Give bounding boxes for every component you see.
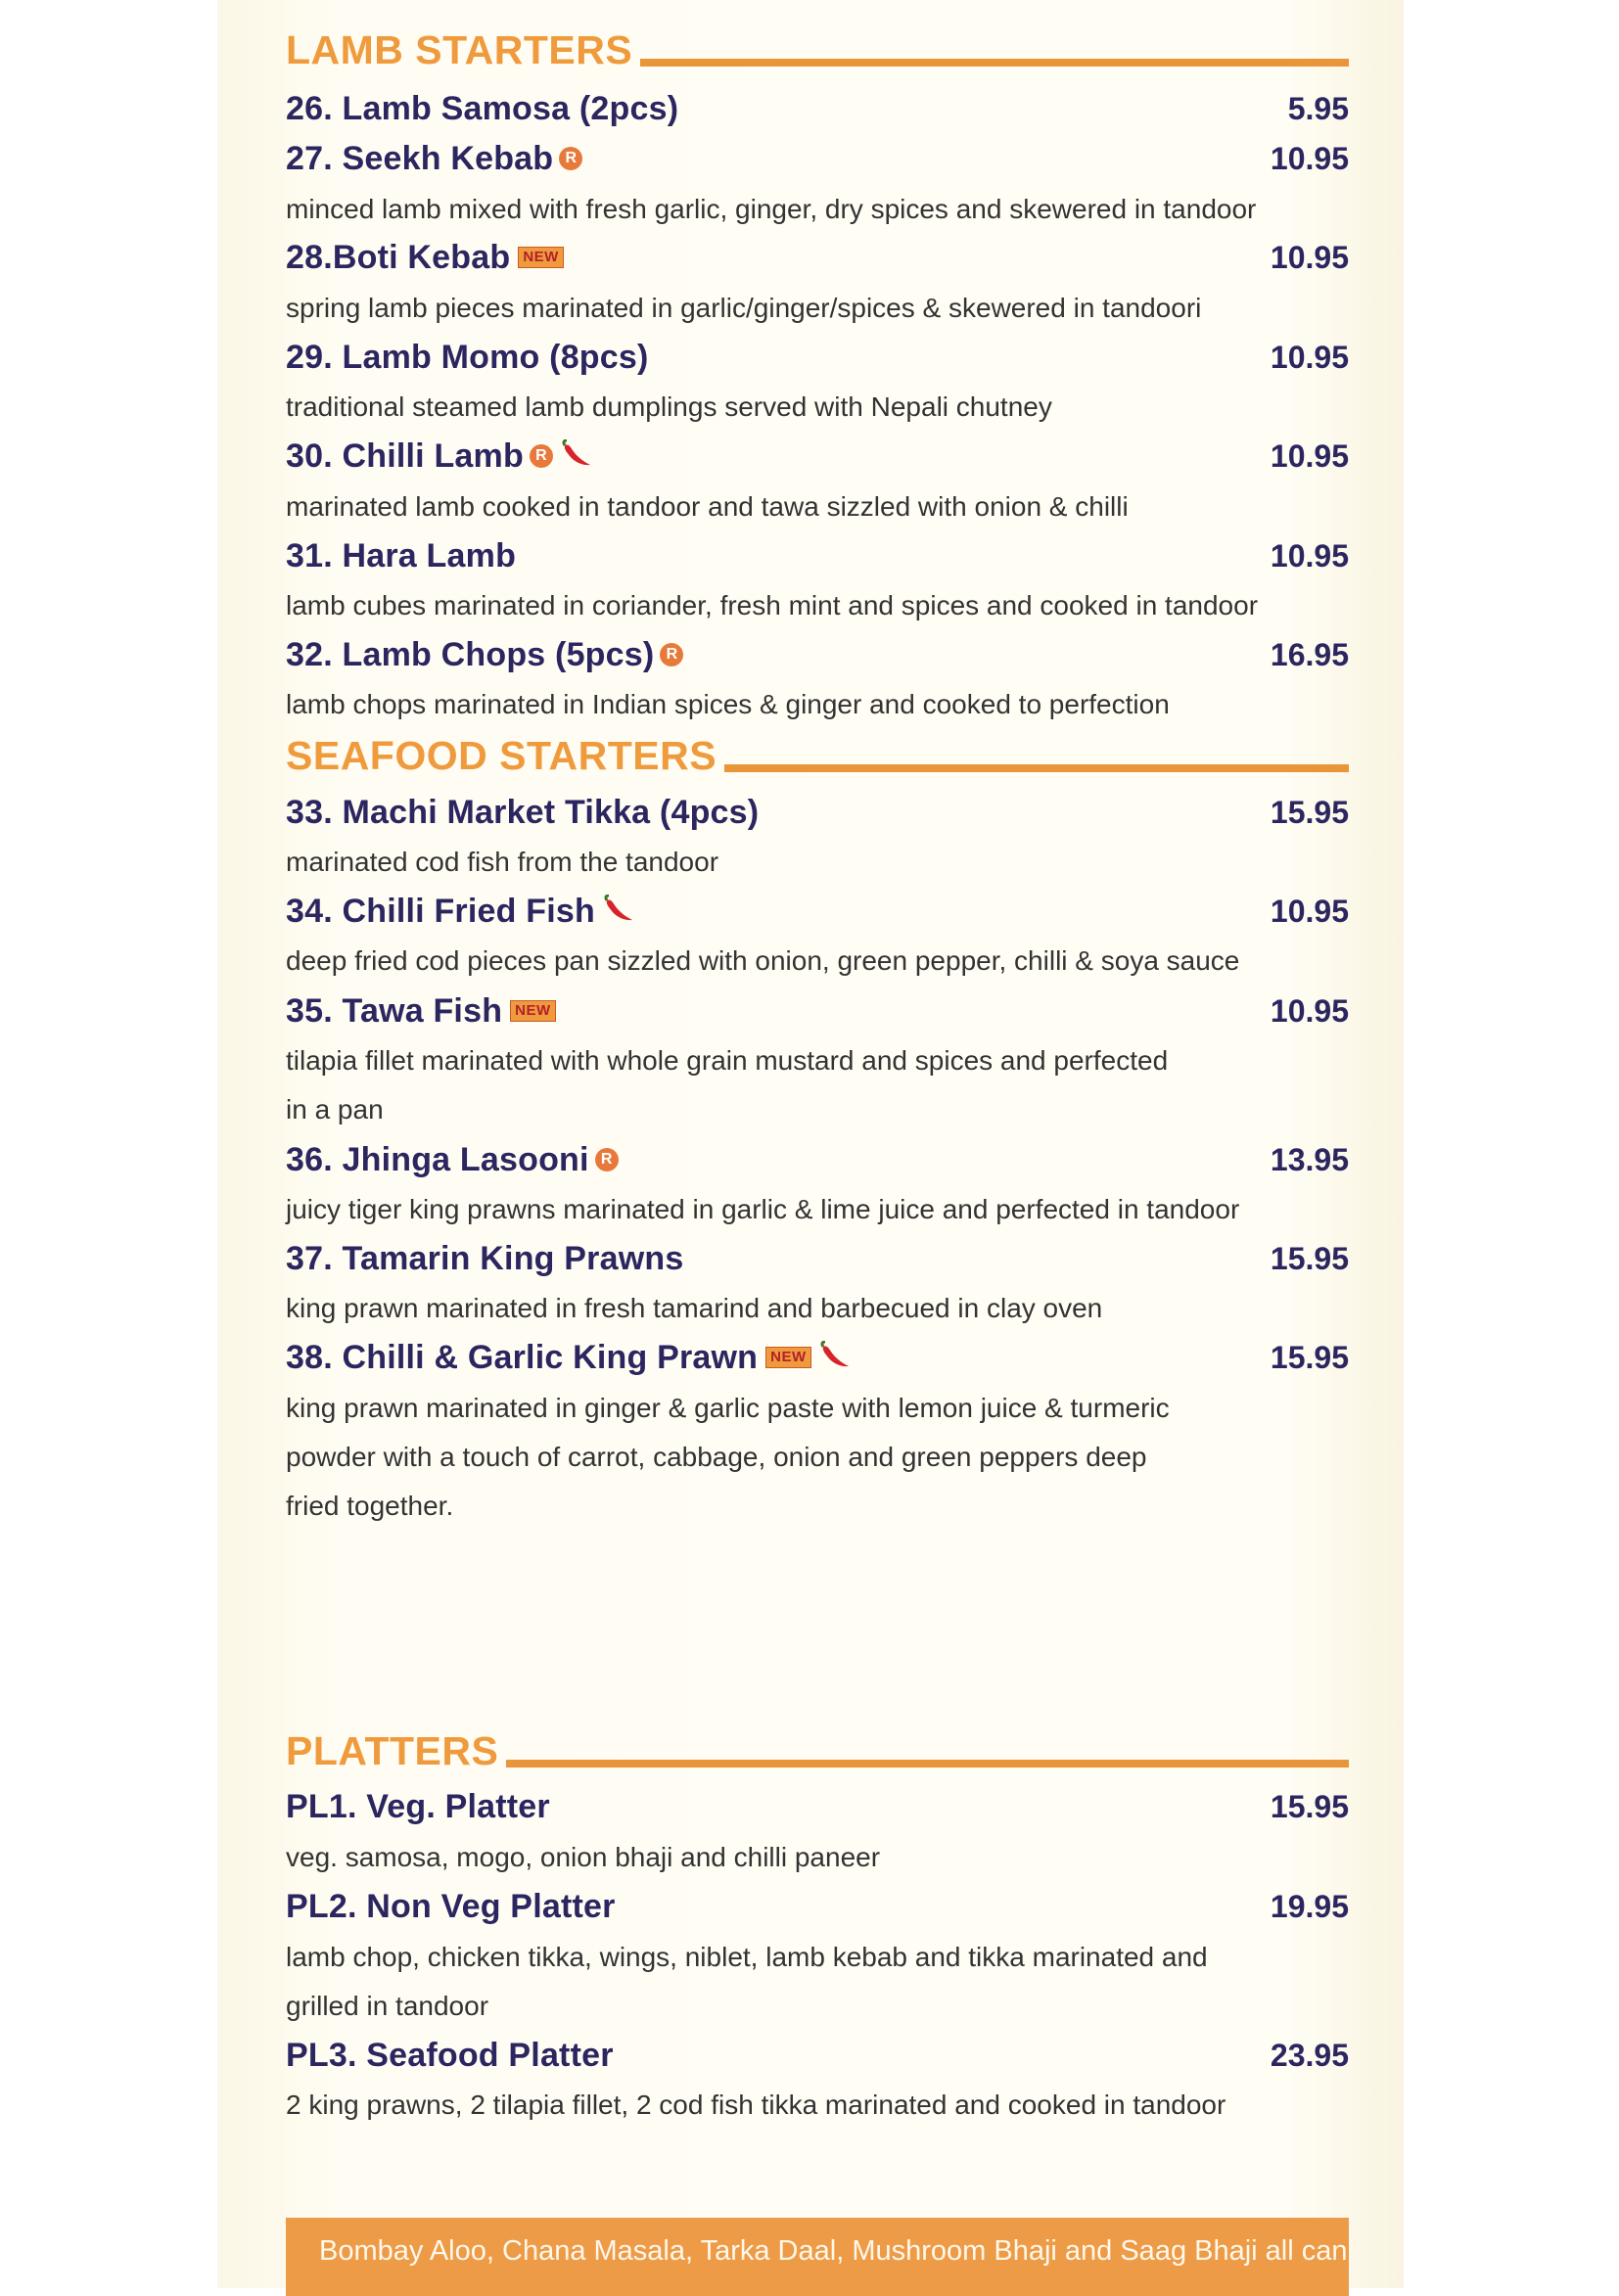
platters-heading	[286, 1722, 1349, 1771]
item-price: 5.95	[1287, 90, 1349, 126]
item-description: traditional steamed lamb dumplings served with Nepali chutney	[286, 391, 1052, 422]
section-rule	[506, 1760, 1349, 1768]
menu-item	[286, 2033, 1349, 2078]
item-description: juicy tiger king prawns marinated in garlic & lime juice and perfected in tandoor	[286, 1194, 1240, 1224]
item-name: 28.Boti Kebab	[286, 238, 511, 276]
section-title: PLATTERS	[286, 1728, 499, 1773]
item-name: 27. Seekh Kebab	[286, 139, 554, 177]
recommended-badge: R	[559, 147, 582, 170]
menu-item	[286, 790, 1349, 835]
item-name: PL1. Veg. Platter	[286, 1787, 550, 1825]
item-description: tilapia fillet marinated with whole grain mustard and spices and perfected	[286, 1045, 1169, 1076]
recommended-badge: R	[530, 444, 553, 468]
item-description: lamb cubes marinated in coriander, fresh mint and spices and cooked in tandoor	[286, 590, 1259, 620]
item-price: 10.95	[1270, 537, 1349, 574]
chilli-icon	[817, 1341, 851, 1375]
menu-item	[286, 533, 1349, 578]
item-price: 23.95	[1270, 2037, 1349, 2073]
recommended-badge: R	[595, 1148, 619, 1171]
item-description: powder with a touch of carrot, cabbage, onion and green peppers deep	[286, 1442, 1147, 1472]
recommended-badge: R	[660, 643, 683, 666]
item-name: 33. Machi Market Tikka (4pcs)	[286, 793, 760, 831]
item-description: fried together.	[286, 1491, 454, 1521]
item-description: marinated lamb cooked in tandoor and tawa sizzled with onion & chilli	[286, 491, 1129, 522]
item-price: 10.95	[1270, 437, 1349, 474]
item-price: 19.95	[1270, 1888, 1349, 1924]
item-name: 38. Chilli & Garlic King Prawn	[286, 1338, 759, 1376]
new-badge: NEW	[518, 247, 564, 268]
lamb-starters-heading	[286, 22, 1349, 70]
item-name: PL3. Seafood Platter	[286, 2036, 614, 2074]
item-price: 15.95	[1270, 1339, 1349, 1375]
seafood-starters-heading	[286, 727, 1349, 776]
section-rule	[640, 59, 1349, 67]
item-description: minced lamb mixed with fresh garlic, ginger, dry spices and skewered in tandoor	[286, 194, 1257, 224]
new-badge: NEW	[765, 1347, 811, 1368]
item-description: in a pan	[286, 1094, 384, 1125]
item-description: king prawn marinated in ginger & garlic paste with lemon juice & turmeric	[286, 1393, 1170, 1423]
item-name: 30. Chilli Lamb	[286, 436, 524, 475]
item-name: 31. Hara Lamb	[286, 536, 517, 574]
item-description: deep fried cod pieces pan sizzled with onion, green pepper, chilli & soya sauce	[286, 945, 1240, 976]
item-description: lamb chop, chicken tikka, wings, niblet, lamb kebab and tikka marinated and	[286, 1942, 1208, 1972]
item-name: 29. Lamb Momo (8pcs)	[286, 338, 649, 376]
menu-item	[286, 1137, 1349, 1182]
menu-item	[286, 1236, 1349, 1281]
menu-item	[286, 1335, 1349, 1380]
new-badge: NEW	[510, 1000, 556, 1022]
item-description: grilled in tandoor	[286, 1991, 489, 2021]
chilli-icon	[601, 895, 634, 929]
section-title: SEAFOOD STARTERS	[286, 733, 717, 778]
sides-note-text: Bombay Aloo, Chana Masala, Tarka Daal, Mushroom Bhaji and Saag Bhaji all can	[319, 2235, 1348, 2267]
item-name: PL2. Non Veg Platter	[286, 1887, 616, 1925]
item-price: 10.95	[1270, 140, 1349, 176]
item-price: 10.95	[1270, 339, 1349, 375]
item-price: 10.95	[1270, 992, 1349, 1029]
menu-item	[286, 889, 1349, 934]
menu-item	[286, 632, 1349, 677]
item-description: king prawn marinated in fresh tamarind and barbecued in clay oven	[286, 1293, 1103, 1323]
item-description: spring lamb pieces marinated in garlic/ginger/spices & skewered in tandoori	[286, 293, 1202, 323]
menu-item	[286, 86, 1349, 131]
item-description: marinated cod fish from the tandoor	[286, 847, 719, 877]
item-price: 15.95	[1270, 794, 1349, 830]
item-name: 36. Jhinga Lasooni	[286, 1140, 589, 1178]
item-name: 37. Tamarin King Prawns	[286, 1239, 684, 1277]
item-name: 35. Tawa Fish	[286, 991, 503, 1030]
item-name: 32. Lamb Chops (5pcs)	[286, 635, 655, 673]
item-price: 16.95	[1270, 636, 1349, 672]
menu-item	[286, 434, 1349, 479]
item-price: 10.95	[1270, 239, 1349, 275]
menu-item	[286, 988, 1349, 1033]
section-rule	[724, 764, 1349, 772]
item-price: 15.95	[1270, 1240, 1349, 1276]
section-title: LAMB STARTERS	[286, 27, 633, 72]
item-price: 10.95	[1270, 893, 1349, 929]
sides-note-box	[286, 2218, 1349, 2296]
item-price: 13.95	[1270, 1141, 1349, 1177]
menu-item	[286, 235, 1349, 280]
item-description: lamb chops marinated in Indian spices & ginger and cooked to perfection	[286, 689, 1170, 719]
menu-item	[286, 335, 1349, 380]
item-name: 34. Chilli Fried Fish	[286, 892, 595, 930]
menu-item	[286, 1884, 1349, 1929]
item-price: 15.95	[1270, 1788, 1349, 1824]
item-description: 2 king prawns, 2 tilapia fillet, 2 cod fish tikka marinated and cooked in tandoor	[286, 2089, 1226, 2120]
menu-item	[286, 1784, 1349, 1829]
menu-item	[286, 136, 1349, 181]
item-name: 26. Lamb Samosa (2pcs)	[286, 89, 679, 127]
chilli-icon	[559, 439, 592, 474]
item-description: veg. samosa, mogo, onion bhaji and chilli paneer	[286, 1842, 881, 1872]
